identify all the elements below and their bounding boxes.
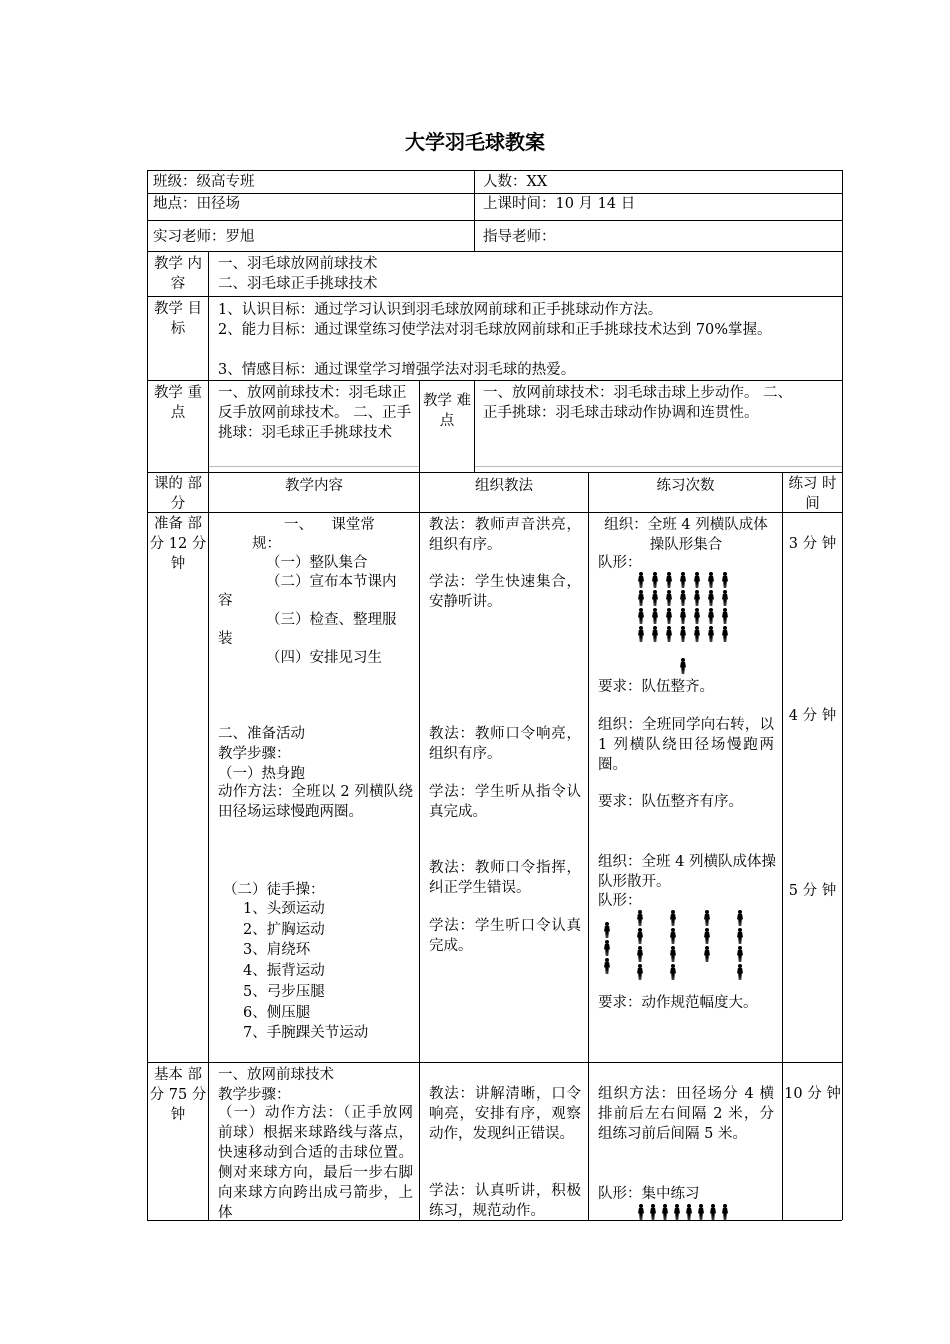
prep-method-2: 教法：教师口令响亮，组织有序。: [429, 726, 581, 762]
class-time-field: 上课时间：10 月 14 日: [483, 196, 636, 212]
basic-study: 学法：认真听讲，积极练习，规范动作。: [429, 1183, 581, 1219]
prep-time-3: 5 分 钟: [788, 883, 837, 899]
content-lines: 一、羽毛球放网前球技术 二、羽毛球正手挑球技术: [218, 256, 378, 292]
routine-head: 一、 课堂常: [284, 517, 375, 533]
difficulty-label: 教学 难点: [422, 393, 472, 429]
prep-study-2: 学法：学生听从指令认真完成。: [429, 784, 581, 820]
routine-item-2-cont: 容: [218, 593, 233, 609]
prep-method-3: 教法：教师口令指挥，纠正学生错误。: [429, 860, 581, 896]
advisor-field: 指导老师：: [483, 229, 556, 245]
teacher-field: 实习老师：罗旭: [153, 229, 255, 245]
routine-item-3-cont: 装: [218, 631, 233, 647]
content-label: 教学 内容: [153, 256, 203, 292]
prep-study-1: 学法：学生快速集合，安静听讲。: [429, 574, 581, 610]
basic-formation-label: 队形：集中练习: [598, 1186, 700, 1202]
goals-label: 教学 目标: [153, 301, 203, 337]
col-part: 课的 部分: [153, 476, 203, 512]
page-title: 大学羽毛球教案: [405, 130, 545, 154]
prep-org-3: 组织：全班 4 列横队成体操队形散开。: [598, 854, 776, 890]
basic-method-text: （一）动作方法：（正手放网前球）根据来球路线与落点，快速移动到合适的击球位置。 侧对来球方向，最后一步右脚向来球方向跨出成弓箭步，上体: [218, 1105, 413, 1220]
col-method: 组织教法: [475, 478, 533, 494]
difficulty-text: 一、放网前球技术：羽毛球击球上步动作。 二、正手挑球：羽毛球击球动作协调和连贯性。: [483, 385, 793, 421]
routine-item-1: （一）整队集合: [266, 555, 368, 571]
formation-label-3: 队形：: [598, 893, 642, 909]
prep-time-1: 3 分 钟: [788, 536, 837, 552]
routine-item-4: （四）安排见习生: [266, 650, 382, 666]
location-field: 地点：田径场: [153, 196, 240, 212]
class-field: 班级：级高专班: [153, 174, 255, 190]
formation-label-1: 队形：: [598, 555, 642, 571]
warmup-steps: 二、准备活动 教学步骤： （一）热身跑: [218, 726, 305, 782]
basic-method: 教法：讲解清晰，口令响亮，安排有序，观察动作，发现纠正错误。: [429, 1086, 581, 1142]
prep-org-2: 组织：全班同学向右转，以 1 列横队绕田径场慢跑两圈。: [598, 717, 774, 773]
col-time: 练习 时间: [788, 476, 837, 512]
prep-req-1: 要求：队伍整齐。: [598, 679, 714, 695]
routine-item-2: （二）宣布本节课内: [266, 574, 397, 590]
basic-head: 一、放网前球技术 教学步骤：: [218, 1067, 334, 1103]
routine-head-tail: 规：: [252, 536, 281, 552]
col-content: 教学内容: [285, 478, 343, 494]
prep-org-1: 组织：全班 4 列横队成体操队形集合: [604, 517, 768, 553]
basic-part: 基本 部分 75 分 钟: [149, 1067, 207, 1123]
exercise-head: （二）徒手操：: [223, 882, 325, 898]
key-label: 教学 重点: [153, 385, 203, 421]
exercise-list: 1、头颈运动 2、扩胸运动 3、肩绕环 4、振背运动 5、弓步压腿 6、侧压腿 7、手腕踝关节运动: [243, 901, 369, 1042]
col-practice: 练习次数: [656, 478, 715, 494]
goal-1: 1、认识目标：通过学习认识到羽毛球放网前球和正手挑球动作方法。: [218, 302, 663, 318]
basic-org: 组织方法：田径场分 4 横排前后左右间隔 2 米，分组练习前后间隔 5 米。: [598, 1086, 774, 1142]
warmup-method: 动作方法：全班以 2 列横队绕田径场运球慢跑两圈。: [218, 784, 413, 820]
prep-study-3: 学法：学生听口令认真完成。: [429, 918, 581, 954]
goal-2: 2、能力目标：通过课堂练习使学法对羽毛球放网前球和正手挑球技术达到 70%掌握。: [218, 322, 772, 338]
prep-req-2: 要求：队伍整齐有序。: [598, 794, 743, 810]
routine-item-3: （三）检查、整理服: [266, 612, 397, 628]
prep-method-1: 教法：教师声音洪亮，组织有序。: [429, 517, 581, 553]
basic-time: 10 分 钟: [784, 1086, 841, 1102]
prep-req-3: 要求：动作规范幅度大。: [598, 995, 758, 1011]
prep-time-2: 4 分 钟: [788, 708, 837, 724]
student-count-field: 人数：XX: [483, 174, 548, 190]
goal-3: 3、情感目标：通过课堂学习增强学法对羽毛球的热爱。: [218, 362, 576, 378]
prep-part: 准备 部分 12 分 钟: [149, 516, 207, 572]
key-text: 一、放网前球技术：羽毛球正反手放网前球技术。 二、正手挑球：羽毛球正手挑球技术: [218, 385, 412, 441]
